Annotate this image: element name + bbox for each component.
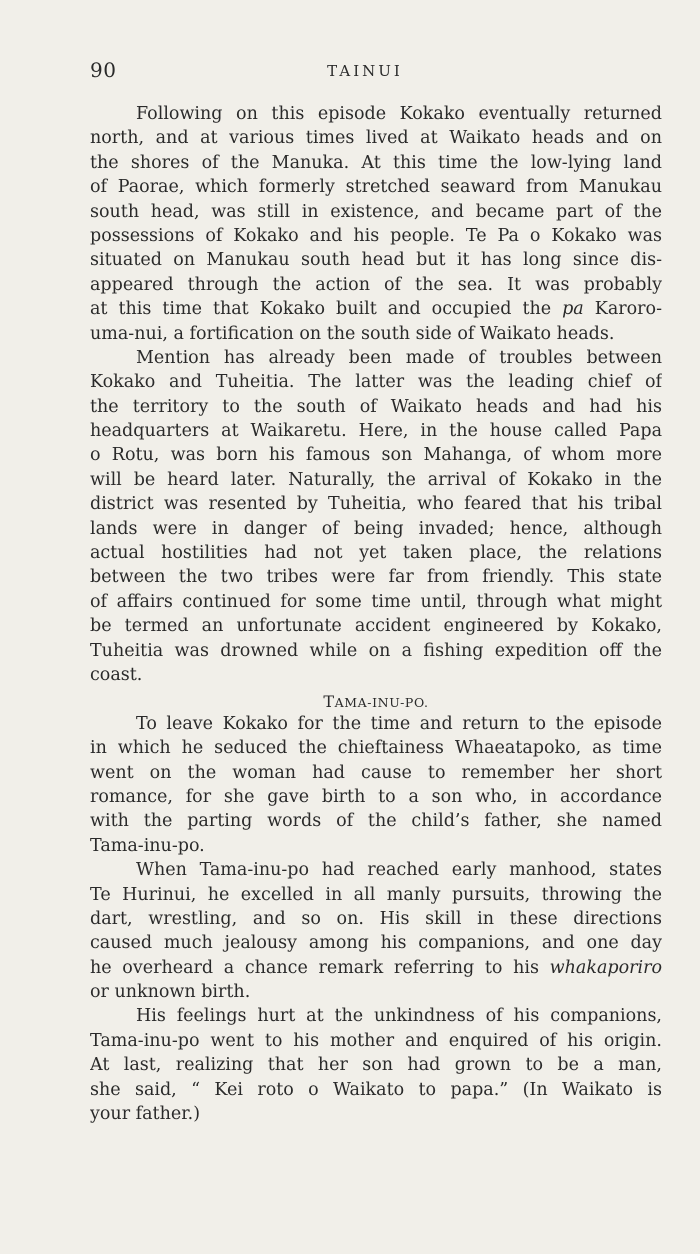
- text-line: His feelings hurt at the unkindness of his companions,: [136, 1006, 662, 1027]
- running-title: TAINUI: [327, 62, 403, 80]
- text-line: [90, 297, 662, 321]
- text-line: went on the woman had cause to remember her short: [90, 762, 662, 783]
- text-line: will be heard later. Naturally, the arrival of Kokako in the: [90, 469, 662, 490]
- paragraph-kokako-returned-north: [90, 102, 662, 346]
- text-line: [90, 956, 662, 980]
- text-line: with the parting words of the child’s father, she named: [90, 811, 662, 832]
- text-line: When Tama-inu-po had reached early manhood, states: [136, 860, 662, 881]
- text-line: Tama-inu-po.: [90, 835, 205, 856]
- italic-term: whakaporiro: [549, 957, 662, 978]
- text-line: your father.): [90, 1104, 201, 1125]
- text-run: he overheard a chance remark referring to his: [90, 957, 550, 978]
- paragraph-enquired-origin: [90, 1004, 662, 1126]
- body-text: [90, 102, 662, 1126]
- text-line: of Paorae, which formerly stretched seaward from Manukau: [90, 177, 662, 198]
- text-run: Karoro-: [583, 299, 662, 320]
- text-line: At last, realizing that her son had grown to be a man,: [90, 1055, 662, 1076]
- text-line: situated on Manukau south head but it has long since dis-: [90, 250, 662, 271]
- text-line: actual hostilities had not yet taken place, the relations: [90, 543, 662, 564]
- page-number: 90: [90, 58, 117, 82]
- text-line: Te Hurinui, he excelled in all manly pursuits, throwing the: [90, 884, 662, 905]
- paragraph-early-manhood: [90, 858, 662, 1004]
- section-heading: [90, 687, 662, 711]
- text-run: at this time that Kokako built and occupied the: [90, 299, 563, 320]
- text-line: the territory to the south of Waikato heads and had his: [90, 396, 662, 417]
- text-line: dart, wrestling, and so on. His skill in these directions: [90, 908, 662, 929]
- heading-initial: T: [323, 692, 335, 712]
- text-line: in which he seduced the chieftainess Whaeatapoko, as time: [90, 738, 662, 759]
- text-line: the shores of the Manuka. At this time the low-lying land: [90, 152, 662, 173]
- text-line: be termed an unfortunate accident engineered by Kokako,: [90, 616, 662, 637]
- text-line: possessions of Kokako and his people. Te Pa o Kokako was: [90, 225, 662, 246]
- text-line: Kokako and Tuheitia. The latter was the leading chief of: [90, 372, 662, 393]
- text-line: appeared through the action of the sea. It was probably: [90, 274, 662, 295]
- text-line: o Rotu, was born his famous son Mahanga, of whom more: [90, 445, 662, 466]
- text-line: caused much jealousy among his companions, and one day: [90, 933, 662, 954]
- text-line: she said, “ Kei roto o Waikato to papa.” (In Waikato is: [90, 1079, 662, 1100]
- paragraph-kokako-tuheitia: [90, 346, 662, 687]
- heading-rest: AMA-INU-PO.: [334, 695, 429, 711]
- text-line: south head, was still in existence, and became part of the: [90, 201, 662, 222]
- text-line: north, and at various times lived at Waikato heads and on: [90, 128, 662, 149]
- paragraph-tama-inu-po-birth: [90, 712, 662, 858]
- text-line: Mention has already been made of troubles between: [136, 347, 662, 368]
- page-header: [90, 58, 640, 88]
- text-line: Tama-inu-po went to his mother and enquired of his origin.: [90, 1030, 662, 1051]
- italic-term: pa: [562, 299, 584, 320]
- text-line: To leave Kokako for the time and return to the episode: [136, 713, 662, 734]
- text-line: coast.: [90, 664, 143, 685]
- text-line: romance, for she gave birth to a son who, in accordance: [90, 786, 662, 807]
- text-line: lands were in danger of being invaded; hence, although: [90, 518, 662, 539]
- text-line: district was resented by Tuheitia, who feared that his tribal: [90, 494, 662, 515]
- text-line: between the two tribes were far from friendly. This state: [90, 567, 662, 588]
- text-line: of affairs continued for some time until, through what might: [90, 591, 662, 612]
- text-line: Following on this episode Kokako eventually returned: [136, 104, 662, 124]
- text-line: Tuheitia was drowned while on a fishing expedition off the: [90, 640, 662, 661]
- text-line: or unknown birth.: [90, 982, 251, 1003]
- text-line: uma-nui, a fortification on the south side of Waikato heads.: [90, 323, 615, 344]
- text-line: headquarters at Waikaretu. Here, in the house called Papa: [90, 421, 662, 442]
